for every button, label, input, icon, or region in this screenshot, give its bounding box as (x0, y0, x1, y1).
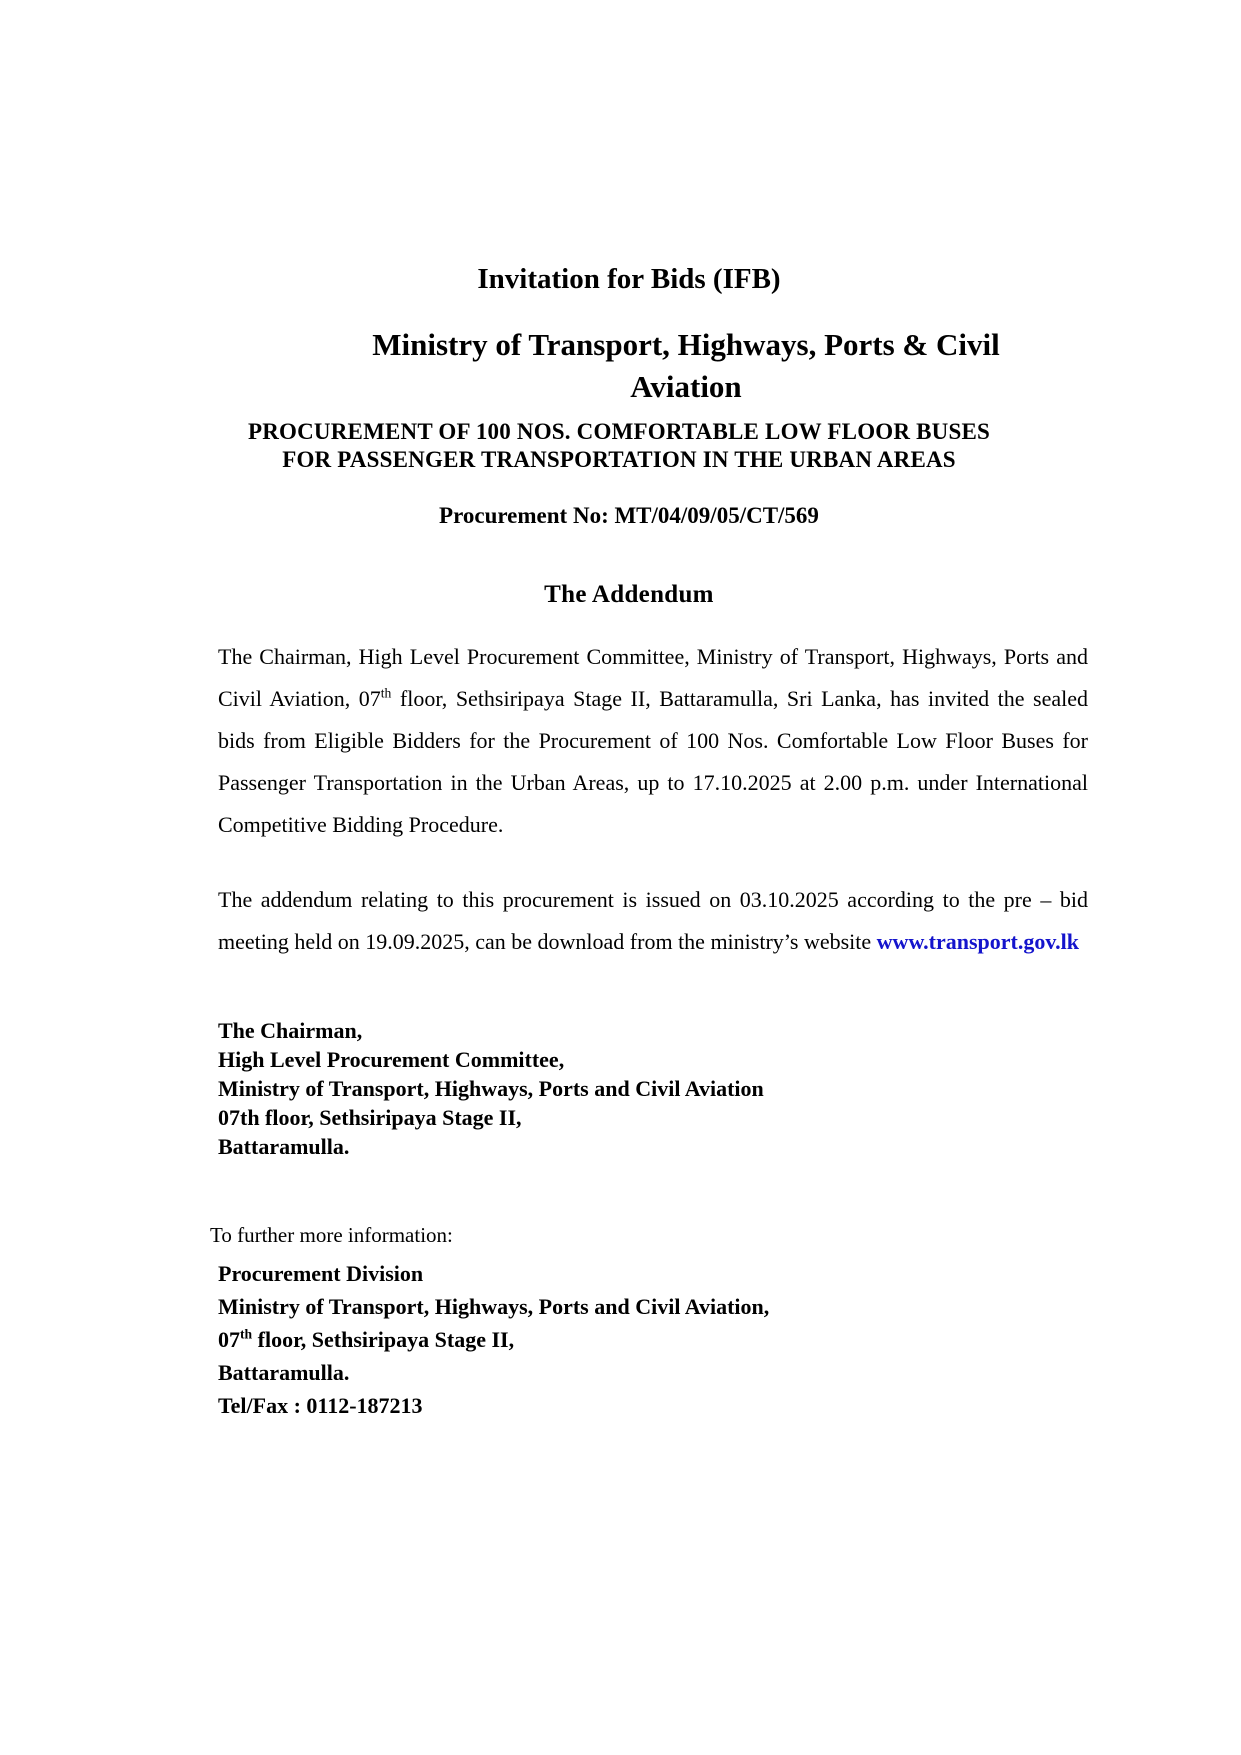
contact-telfax: Tel/Fax : 0112-187213 (218, 1393, 423, 1418)
ordinal-superscript: th (240, 1326, 253, 1342)
addendum-heading: The Addendum (544, 581, 714, 608)
ministry-heading-line1: Ministry of Transport, Highways, Ports & Civil (372, 327, 1000, 362)
more-info-label: To further more information: (210, 1223, 453, 1247)
contact-city: Battaramulla. (218, 1360, 350, 1385)
signature-line-ministry: Ministry of Transport, Highways, Ports and Civil Aviation (218, 1076, 764, 1101)
contact-floor-rest: floor, Sethsiripaya Stage II, (252, 1327, 515, 1352)
contact-division: Procurement Division (218, 1261, 424, 1286)
ministry-website-link[interactable]: www.transport.gov.lk (876, 929, 1079, 954)
contact-floor (218, 1323, 1088, 1356)
ministry-heading (267, 324, 1105, 408)
signature-line-chairman: The Chairman, (218, 1018, 363, 1043)
paragraph-addendum (218, 879, 1088, 963)
paragraph-addendum-text: The addendum relating to this procurement is issued on 03.10.2025 according to the pre – bid meeting held on 19.09.2025, can be download from the ministry’s website (218, 887, 1088, 954)
procurement-subject-heading (195, 418, 1043, 474)
contact-block (218, 1257, 1088, 1422)
procurement-subject-line1: PROCUREMENT OF 100 NOS. COMFORTABLE LOW FLOOR BUSES (247, 419, 991, 444)
paragraph-invitation-text-end: floor, Sethsiripaya Stage II, Battaramulla, Sri Lanka, has invited the sealed bids from Eligible Bidders for the Procurement of 100 Nos. Comfortable Low Floor Buses for Passenger Transportation in the Urban Areas, up to 17.10.2025 at 2.00 p.m. under International Competitive Bidding Procedure. (218, 686, 1089, 837)
paragraph-invitation (218, 636, 1088, 846)
contact-ministry: Ministry of Transport, Highways, Ports and Civil Aviation, (218, 1294, 770, 1319)
signature-block (218, 1016, 1088, 1161)
contact-floor-number: 07 (218, 1327, 240, 1352)
paragraph-invitation-text-start: The Chairman, High Level Procurement Committee, Ministry of Transport, Highways, Ports and Civil Aviation, 07 (218, 644, 1088, 711)
signature-line-city: Battaramulla. (218, 1134, 350, 1159)
signature-line-committee: High Level Procurement Committee, (218, 1047, 565, 1072)
document-title: Invitation for Bids (IFB) (477, 263, 781, 295)
procurement-number: Procurement No: MT/04/09/05/CT/569 (439, 503, 819, 528)
ministry-heading-line2: Aviation (630, 369, 742, 404)
ordinal-superscript: th (380, 685, 392, 701)
signature-line-floor: 07th floor, Sethsiripaya Stage II, (218, 1105, 522, 1130)
procurement-subject-line2: FOR PASSENGER TRANSPORTATION IN THE URBAN AREAS (282, 447, 956, 472)
